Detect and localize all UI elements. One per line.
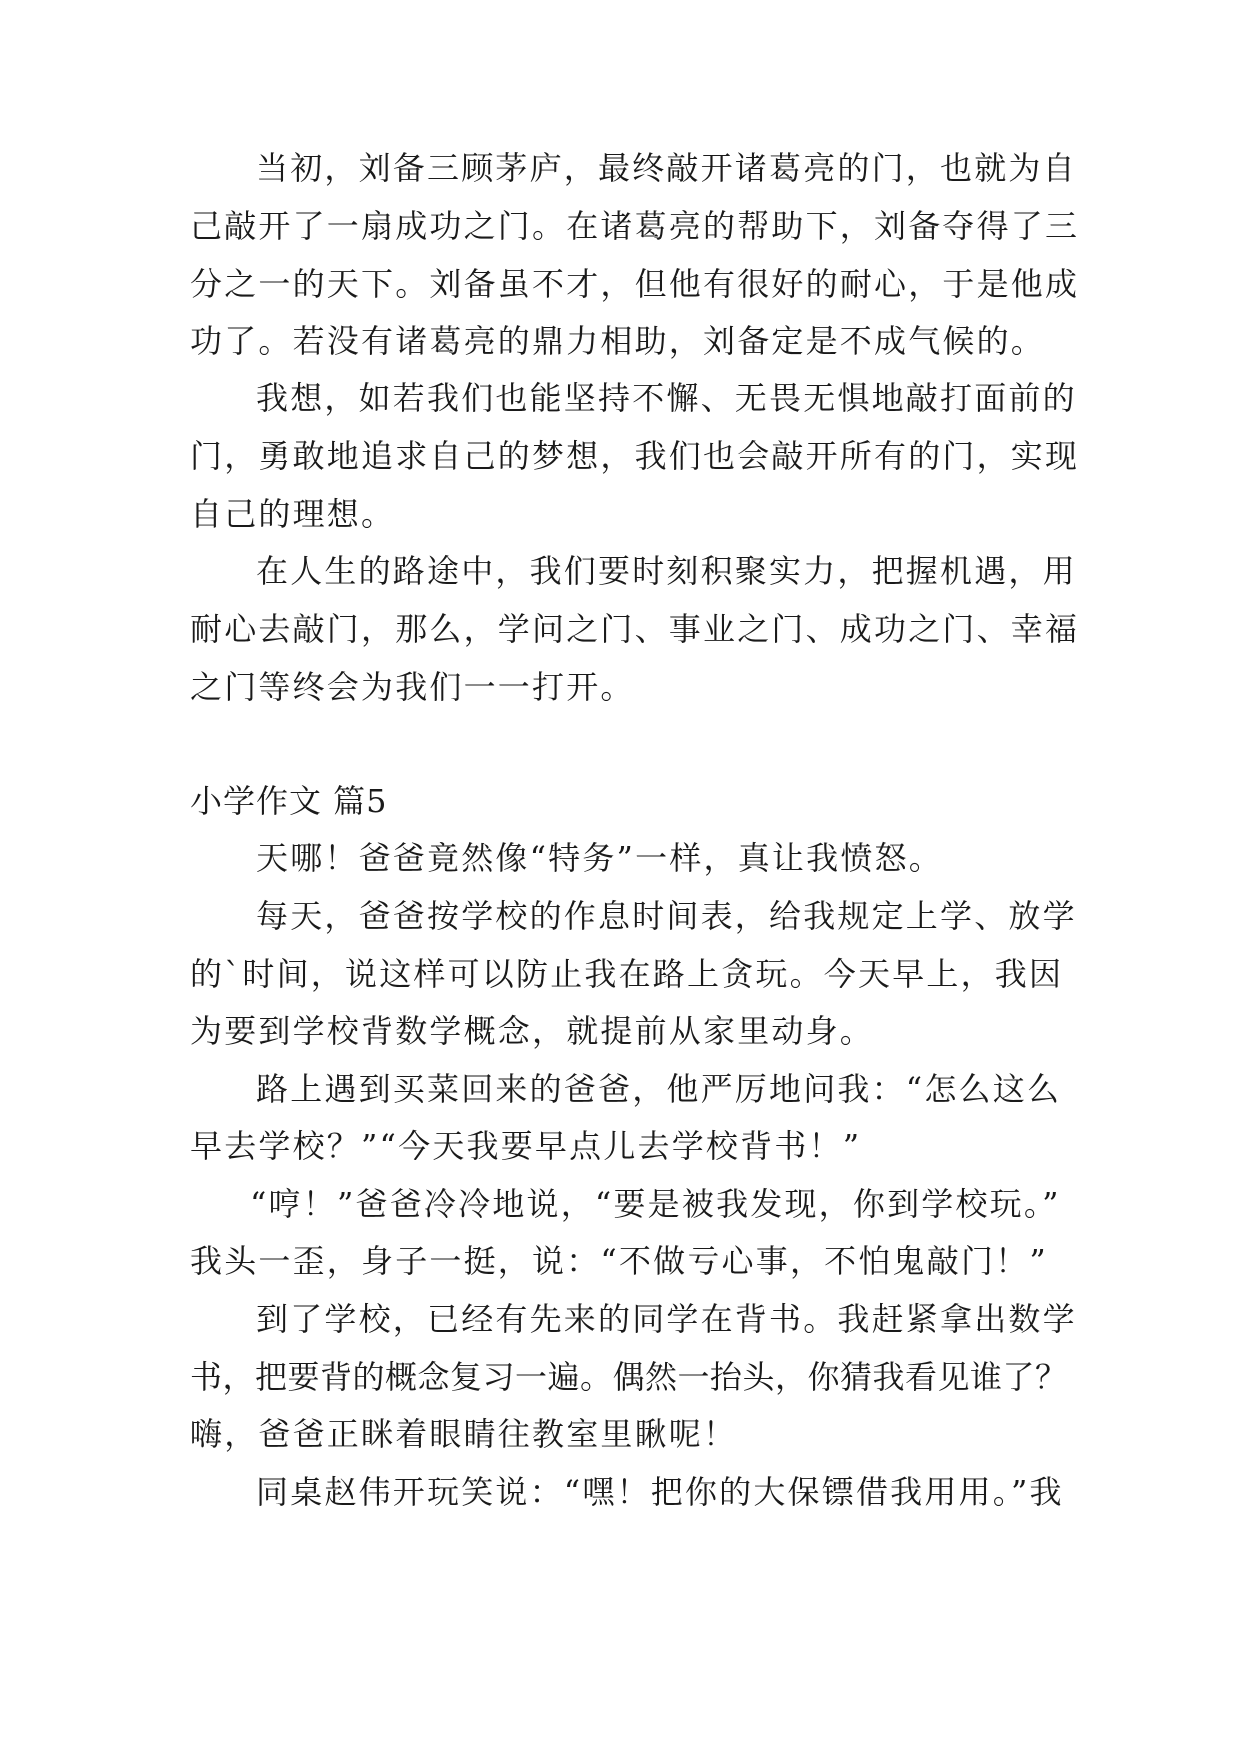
paragraph-line: 路上遇到买菜回来的爸爸，他严厉地问我：“怎么这么 [256,1070,1062,1108]
paragraph-line: 书，把要背的概念复习一遍。偶然一抬头，你猜我看见谁了？ [190,1358,1068,1396]
paragraph-line: 天哪！爸爸竟然像“特务”一样，真让我愤怒。 [256,839,943,877]
paragraph-line: 到了学校，已经有先来的同学在背书。我赶紧拿出数学 [256,1300,1077,1338]
paragraph-line: 分之一的天下。刘备虽不才，但他有很好的耐心，于是他成 [190,265,1080,303]
paragraph-line: 我头一歪，身子一挺，说：“不做亏心事，不怕鬼敲门！” [190,1242,1048,1280]
paragraph-line: “哼！”爸爸冷冷地说，“要是被我发现，你到学校玩。” [250,1185,1061,1223]
paragraph-line: 在人生的路途中，我们要时刻积聚实力，把握机遇，用 [256,552,1077,590]
paragraph-line: 早去学校？”“今天我要早点儿去学校背书！” [190,1127,862,1165]
section-heading: 小学作文 篇5 [190,782,388,820]
paragraph-line: 同桌赵伟开玩笑说：“嘿！把你的大保镖借我用用。”我 [256,1473,1064,1511]
paragraph-line: 的`时间，说这样可以防止我在路上贪玩。今天早上，我因 [190,955,1064,993]
paragraph-line: 我想，如若我们也能坚持不懈、无畏无惧地敲打面前的 [256,379,1077,417]
paragraph-line: 耐心去敲门，那么，学问之门、事业之门、成功之门、幸福 [190,610,1080,648]
paragraph-line: 当初，刘备三顾茅庐，最终敲开诸葛亮的门，也就为自 [256,149,1077,187]
paragraph-line: 自己的理想。 [190,495,396,533]
paragraph-line: 每天，爸爸按学校的作息时间表，给我规定上学、放学 [256,897,1077,935]
paragraph-line: 门，勇敢地追求自己的梦想，我们也会敲开所有的门，实现 [190,437,1080,475]
paragraph-line: 之门等终会为我们一一打开。 [190,668,635,706]
paragraph-line: 己敲开了一扇成功之门。在诸葛亮的帮助下，刘备夺得了三 [190,207,1080,245]
paragraph-line: 功了。若没有诸葛亮的鼎力相助，刘备定是不成气候的。 [190,322,1046,360]
paragraph-line: 嗨，爸爸正眯着眼睛往教室里瞅呢！ [190,1415,738,1453]
paragraph-line: 为要到学校背数学概念，就提前从家里动身。 [190,1012,875,1050]
